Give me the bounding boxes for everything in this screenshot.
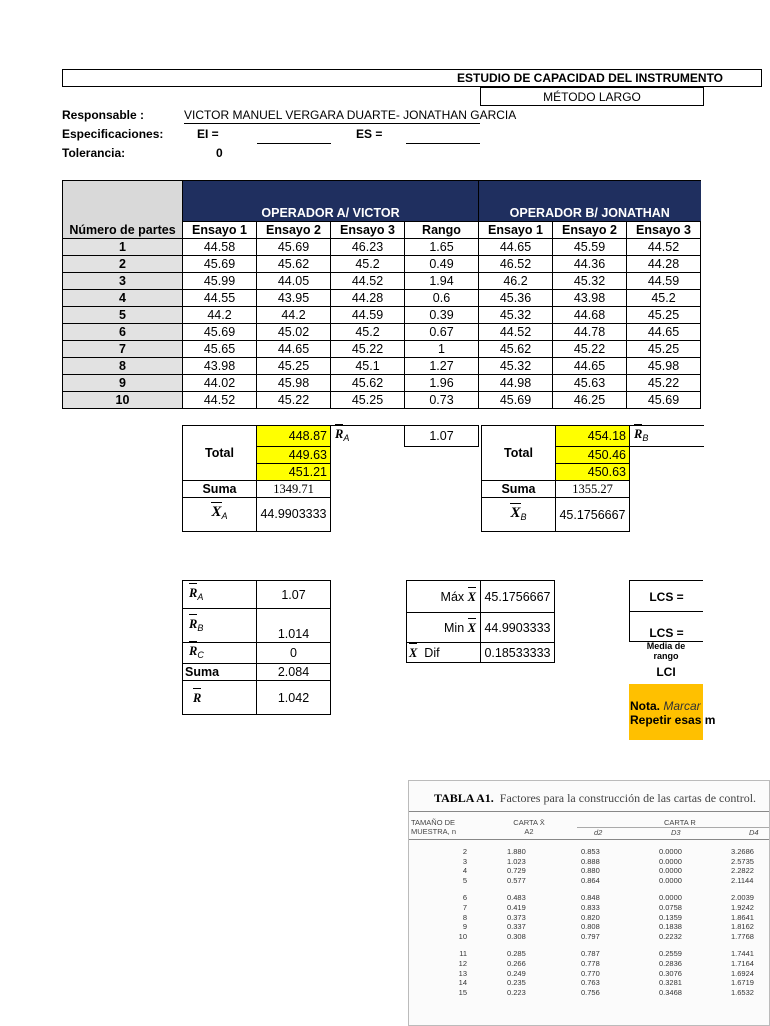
study-title-box xyxy=(62,69,762,87)
operator-a-header: OPERADOR A/ VICTOR xyxy=(183,181,479,222)
min-label: Min X xyxy=(407,613,481,643)
suma-a-value: 1349.71 xyxy=(257,480,331,497)
suma-b-value: 1355.27 xyxy=(556,481,630,498)
tabla-cell: 4 xyxy=(462,866,467,876)
tabla-cell: 0.864 xyxy=(581,875,600,885)
total-a-2: 449.63 xyxy=(257,446,331,463)
value-cell: 0.49 xyxy=(405,256,479,273)
part-number-cell: 7 xyxy=(63,341,183,358)
tabla-head-xbar: CARTA X̄ A2 xyxy=(513,818,545,836)
tabla-head-d2: d2 xyxy=(594,828,603,837)
total-b-3: 450.63 xyxy=(556,464,630,481)
value-cell: 43.95 xyxy=(257,290,331,307)
total-b-label: Total xyxy=(482,426,556,481)
value-cell: 45.2 xyxy=(627,290,701,307)
tabla-cell: 1.880 xyxy=(507,847,526,856)
value-cell: 45.69 xyxy=(183,256,257,273)
tabla-cell: 0.285 xyxy=(507,949,526,959)
rc-value: 0 xyxy=(257,643,331,664)
value-cell: 44.65 xyxy=(479,239,553,256)
tabla-cell: 3 xyxy=(462,856,467,866)
value-cell: 45.69 xyxy=(183,324,257,341)
value-cell: 44.52 xyxy=(479,324,553,341)
value-cell: 1 xyxy=(405,341,479,358)
summary-suma-label: Suma xyxy=(183,664,257,681)
summary-suma-value: 2.084 xyxy=(257,664,331,681)
value-cell: 44.98 xyxy=(479,375,553,392)
value-cell: 44.59 xyxy=(331,307,405,324)
tabla-cell: 12 xyxy=(458,959,467,968)
tabla-head-D4: D4 xyxy=(749,828,759,837)
tabla-cell: 0.0000 xyxy=(659,856,682,866)
lci-label: LCI xyxy=(656,665,676,679)
value-cell: 0.67 xyxy=(405,324,479,341)
tabla-cell: 0.756 xyxy=(581,987,600,997)
tabla-cell: 0.820 xyxy=(581,912,600,922)
tabla-cell: 2.0039 xyxy=(731,893,754,903)
tabla-cell: 0.729 xyxy=(507,866,526,876)
value-cell: 45.62 xyxy=(479,341,553,358)
value-cell: 46.25 xyxy=(553,392,627,409)
tabla-cell: 13 xyxy=(458,968,467,978)
value-cell: 1.94 xyxy=(405,273,479,290)
suma-b-label: Suma xyxy=(482,481,556,498)
value-cell: 1.65 xyxy=(405,239,479,256)
media-rango: Media de rango xyxy=(646,641,686,661)
a-e2-header: Ensayo 2 xyxy=(257,222,331,239)
value-cell: 45.32 xyxy=(479,307,553,324)
dif-value: 0.18533333 xyxy=(481,643,555,663)
tabla-cell: 0.1838 xyxy=(659,922,682,932)
tabla-cell: 0.763 xyxy=(581,978,600,988)
value-cell: 45.59 xyxy=(553,239,627,256)
value-cell: 45.36 xyxy=(479,290,553,307)
value-cell: 45.63 xyxy=(553,375,627,392)
value-cell: 44.65 xyxy=(627,324,701,341)
ra-label: $R_A$ xyxy=(183,581,257,609)
tabla-cell: 15 xyxy=(458,987,467,997)
tabla-cell: 0.249 xyxy=(507,968,526,978)
r-value: 1.042 xyxy=(257,681,331,715)
part-number-cell: 10 xyxy=(63,392,183,409)
dif-label: X Dif xyxy=(407,643,481,663)
value-cell: 44.78 xyxy=(553,324,627,341)
data-table xyxy=(62,180,701,409)
tabla-cell: 0.308 xyxy=(507,931,526,941)
tabla-cell: 1.023 xyxy=(507,856,526,866)
responsable-underline xyxy=(184,123,480,124)
tabla-cell: 0.337 xyxy=(507,922,526,932)
max-label: Máx X xyxy=(407,581,481,613)
tabla-cell: 9 xyxy=(462,922,467,932)
tabla-cell: 1.7768 xyxy=(731,931,754,941)
operator-b-header: OPERADOR B/ JONATHAN xyxy=(479,181,701,222)
value-cell: 45.22 xyxy=(331,341,405,358)
value-cell: 44.65 xyxy=(553,358,627,375)
responsable-value: VICTOR MANUEL VERGARA DUARTE- JONATHAN GARCIA xyxy=(184,108,517,122)
value-cell: 44.05 xyxy=(257,273,331,290)
rbar-a-value: 1.07 xyxy=(405,426,479,447)
table-row xyxy=(63,256,701,273)
rbar-a-label: $R_A$ xyxy=(331,426,405,447)
tabla-cell: 3.2686 xyxy=(731,847,754,856)
study-title: ESTUDIO DE CAPACIDAD DEL INSTRUMENTO xyxy=(457,71,724,85)
value-cell: 45.1 xyxy=(331,358,405,375)
table-row xyxy=(63,239,701,256)
tabla-cell: 2.5735 xyxy=(731,856,754,866)
tabla-head-size: TAMAÑO DE MUESTRA, n xyxy=(411,818,457,836)
value-cell: 44.2 xyxy=(257,307,331,324)
tabla-cell: 0.1359 xyxy=(659,912,682,922)
tabla-cell: 0.223 xyxy=(507,987,526,997)
tabla-cell: 0.3076 xyxy=(659,968,682,978)
value-cell: 44.36 xyxy=(553,256,627,273)
total-b-1: 454.18 xyxy=(556,426,630,447)
part-number-cell: 4 xyxy=(63,290,183,307)
value-cell: 45.2 xyxy=(331,256,405,273)
value-cell: 45.22 xyxy=(257,392,331,409)
ei-label: EI = xyxy=(197,127,219,141)
value-cell: 44.28 xyxy=(627,256,701,273)
tabla-cell: 0.2559 xyxy=(659,949,682,959)
tabla-cell: 0.888 xyxy=(581,856,600,866)
tolerancia-label: Tolerancia: xyxy=(62,146,126,160)
value-cell: 45.62 xyxy=(257,256,331,273)
a-range-header: Rango xyxy=(405,222,479,239)
tabla-cell: 0.797 xyxy=(581,931,600,941)
min-value: 44.9903333 xyxy=(481,613,555,643)
responsable-label: Responsable : xyxy=(62,108,145,122)
value-cell: 44.28 xyxy=(331,290,405,307)
value-cell: 44.52 xyxy=(627,239,701,256)
xbar-a-value: 44.9903333 xyxy=(257,497,331,531)
lcs-2: LCS = xyxy=(629,612,703,642)
a-e3-header: Ensayo 3 xyxy=(331,222,405,239)
value-cell: 0.6 xyxy=(405,290,479,307)
value-cell: 44.52 xyxy=(331,273,405,290)
tabla-cell: 0.419 xyxy=(507,903,526,912)
tolerancia-value: 0 xyxy=(216,146,223,160)
part-number-cell: 1 xyxy=(63,239,183,256)
tabla-cell: 1.6924 xyxy=(731,968,754,978)
method-subtitle: MÉTODO LARGO xyxy=(480,87,704,106)
tabla-cell: 0.853 xyxy=(581,847,600,856)
value-cell: 46.52 xyxy=(479,256,553,273)
rbar-b-label: $R_B$ xyxy=(630,426,704,447)
part-number-cell: 5 xyxy=(63,307,183,324)
value-cell: 45.25 xyxy=(627,307,701,324)
part-number-cell: 2 xyxy=(63,256,183,273)
rb-label: $R_B$ xyxy=(183,609,257,643)
xbar-b-label: $X_B$ xyxy=(482,498,556,532)
note-box: Nota. Marcar Repetir esas m xyxy=(629,684,703,740)
b-e1-header: Ensayo 1 xyxy=(479,222,553,239)
tabla-cell: 1.7164 xyxy=(731,959,754,968)
value-cell: 44.2 xyxy=(183,307,257,324)
value-cell: 45.99 xyxy=(183,273,257,290)
rb-value: 1.014 xyxy=(257,609,331,643)
lcs-1: LCS = xyxy=(629,580,703,612)
total-b-2: 450.46 xyxy=(556,447,630,464)
tabla-a1-image xyxy=(408,780,770,1026)
tabla-cell: 0.2836 xyxy=(659,959,682,968)
part-number-cell: 9 xyxy=(63,375,183,392)
tabla-cell: 1.8162 xyxy=(731,922,754,932)
tabla-cell: 11 xyxy=(459,949,467,959)
part-number-cell: 6 xyxy=(63,324,183,341)
tabla-head-r: CARTA R xyxy=(664,818,696,827)
table-row xyxy=(63,341,701,358)
minmax-table xyxy=(406,580,555,663)
part-number-cell: 8 xyxy=(63,358,183,375)
value-cell: 0.39 xyxy=(405,307,479,324)
value-cell: 45.22 xyxy=(553,341,627,358)
xbar-a-label: $X_A$ xyxy=(183,497,257,531)
value-cell: 45.62 xyxy=(331,375,405,392)
r-label: R xyxy=(183,681,257,715)
tabla-cell: 0.266 xyxy=(507,959,526,968)
tabla-cell: 0.3281 xyxy=(659,978,682,988)
tabla-cell: 0.770 xyxy=(581,968,600,978)
table-row xyxy=(63,392,701,409)
value-cell: 45.69 xyxy=(257,239,331,256)
tabla-cell: 10 xyxy=(458,931,467,941)
es-label: ES = xyxy=(356,127,383,141)
value-cell: 0.73 xyxy=(405,392,479,409)
value-cell: 45.02 xyxy=(257,324,331,341)
tabla-cell: 0.848 xyxy=(581,893,600,903)
value-cell: 45.98 xyxy=(257,375,331,392)
table-row xyxy=(63,273,701,290)
value-cell: 1.27 xyxy=(405,358,479,375)
a-e1-header: Ensayo 1 xyxy=(183,222,257,239)
tabla-cell: 1.6719 xyxy=(731,978,754,988)
tabla-cell: 2.2822 xyxy=(731,866,754,876)
value-cell: 46.2 xyxy=(479,273,553,290)
value-cell: 45.25 xyxy=(627,341,701,358)
part-number-cell: 3 xyxy=(63,273,183,290)
tabla-cell: 1.6532 xyxy=(731,987,754,997)
ra-value: 1.07 xyxy=(257,581,331,609)
value-cell: 44.65 xyxy=(257,341,331,358)
tabla-cell: 0.787 xyxy=(581,949,600,959)
suma-a-label: Suma xyxy=(183,480,257,497)
tabla-cell: 0.2232 xyxy=(659,931,682,941)
value-cell: 44.58 xyxy=(183,239,257,256)
table-row xyxy=(63,307,701,324)
total-a-3: 451.21 xyxy=(257,463,331,480)
tabla-cell: 0.0000 xyxy=(659,893,682,903)
tabla-cell: 0.0000 xyxy=(659,875,682,885)
ei-field xyxy=(257,143,331,144)
value-cell: 45.69 xyxy=(627,392,701,409)
table-row xyxy=(63,358,701,375)
value-cell: 45.98 xyxy=(627,358,701,375)
especificaciones-label: Especificaciones: xyxy=(62,127,164,141)
data-rows xyxy=(63,239,701,409)
b-e2-header: Ensayo 2 xyxy=(553,222,627,239)
total-a-label: Total xyxy=(183,426,257,481)
tabla-cell: 0.577 xyxy=(507,875,526,885)
rc-label: $R_C$ xyxy=(183,643,257,664)
value-cell: 45.22 xyxy=(627,375,701,392)
xbar-b-value: 45.1756667 xyxy=(556,498,630,532)
tabla-cell: 6 xyxy=(462,893,467,903)
value-cell: 45.32 xyxy=(479,358,553,375)
tabla-cell: 0.0758 xyxy=(659,903,682,912)
value-cell: 45.32 xyxy=(553,273,627,290)
es-field xyxy=(406,143,480,144)
value-cell: 44.55 xyxy=(183,290,257,307)
total-a-1: 448.87 xyxy=(257,426,331,447)
tabla-cell: 0.3468 xyxy=(659,987,682,997)
value-cell: 46.23 xyxy=(331,239,405,256)
tabla-cell: 14 xyxy=(458,978,467,988)
tabla-cell: 5 xyxy=(462,875,467,885)
tabla-cell: 0.0000 xyxy=(659,847,682,856)
totals-a xyxy=(182,425,479,532)
b-e3-header: Ensayo 3 xyxy=(627,222,701,239)
tabla-cell: 7 xyxy=(462,903,467,912)
table-row xyxy=(63,375,701,392)
tabla-cell: 2 xyxy=(462,847,467,856)
tabla-cell: 1.9242 xyxy=(731,903,754,912)
tabla-cell: 0.483 xyxy=(507,893,526,903)
table-row xyxy=(63,290,701,307)
value-cell: 44.68 xyxy=(553,307,627,324)
value-cell: 45.25 xyxy=(331,392,405,409)
value-cell: 45.25 xyxy=(257,358,331,375)
tabla-cell: 0.833 xyxy=(581,903,600,912)
value-cell: 1.96 xyxy=(405,375,479,392)
tabla-cell: 8 xyxy=(462,912,467,922)
table-row xyxy=(63,324,701,341)
value-cell: 44.59 xyxy=(627,273,701,290)
max-value: 45.1756667 xyxy=(481,581,555,613)
summary-table xyxy=(182,580,331,715)
totals-b xyxy=(481,425,704,532)
value-cell: 45.69 xyxy=(479,392,553,409)
tabla-cell: 2.1144 xyxy=(731,875,754,885)
tabla-caption: TABLA A1. Factores para la construcción de las cartas de control. xyxy=(434,791,757,805)
value-cell: 45.2 xyxy=(331,324,405,341)
tabla-cell: 0.778 xyxy=(581,959,600,968)
value-cell: 43.98 xyxy=(553,290,627,307)
tabla-head-D3: D3 xyxy=(671,828,681,837)
tabla-cell: 1.8641 xyxy=(731,912,754,922)
value-cell: 43.98 xyxy=(183,358,257,375)
col-parts-header: Número de partes xyxy=(63,181,183,239)
tabla-cell: 0.0000 xyxy=(659,866,682,876)
tabla-cell: 0.880 xyxy=(581,866,600,876)
tabla-cell: 0.235 xyxy=(507,978,526,988)
tabla-cell: 1.7441 xyxy=(731,949,754,959)
value-cell: 45.65 xyxy=(183,341,257,358)
tabla-cell: 0.373 xyxy=(507,912,526,922)
tabla-cell: 0.808 xyxy=(581,922,600,932)
value-cell: 44.02 xyxy=(183,375,257,392)
value-cell: 44.52 xyxy=(183,392,257,409)
